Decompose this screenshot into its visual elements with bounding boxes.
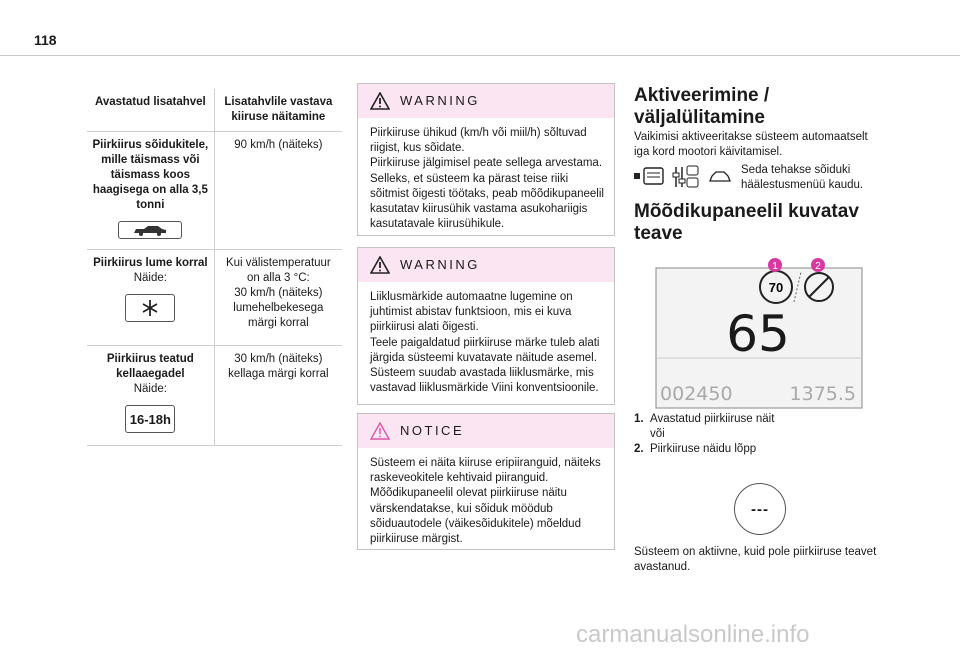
speed-limit-value: 70 <box>768 280 784 295</box>
row-example: Näide: <box>133 383 167 395</box>
warning-icon <box>370 92 390 110</box>
warning-title: WARNING <box>400 257 480 273</box>
table-header-display: Lisatahvlile vastava kiiruse näitamine <box>214 89 342 132</box>
callout-2: 2 <box>815 261 821 272</box>
supplementary-panel-table <box>87 89 342 446</box>
activation-text: Vaikimisi aktiveeritakse süsteem automaatselt iga kord mootori käivitamisel. <box>634 131 868 158</box>
warning-text: Piirkiiruse ühikud (km/h või miil/h) sõltuvad riigist, kus sõidate. Piirkiiruse jälgimisel peate sellega arvestama. Selleks, et süsteem ka pärast teise riiki sõitmist õigesti töötaks, peab mõõdikupaneelil kasutatav kiirusühik vastama asukohariigis kasutatavale kiirusühikule. <box>370 127 604 231</box>
car-outline-icon <box>708 169 732 185</box>
table-row <box>87 250 342 346</box>
no-limit-icon: --- <box>734 483 786 535</box>
row-label: Piirkiirus lume korral <box>93 257 208 269</box>
row-value: Kui välistemperatuur on alla 3 °C: 30 km/h (näiteks) lumehelbekesega märgi korral <box>214 250 342 346</box>
notice-title: NOTICE <box>400 423 465 439</box>
odometer: 002450 <box>660 383 733 405</box>
no-info-text: Süsteem on aktiivne, kuid pole piirkiiruse teavet avastanud. <box>634 546 877 573</box>
page-number: 118 <box>34 32 57 48</box>
notice-text: Süsteem ei näita kiiruse eripiiranguid, näiteks raskeveokitele kehtivaid piiranguid. Mõõdikupaneelil olevat piirkiiruse näitu värskendatakse, kui sõiduk möödub sõiduautodele (väikesõidukitele) mõeldud piirkiiruse märgist. <box>370 457 601 546</box>
row-value: 90 km/h (näiteks) <box>214 132 342 250</box>
list-text: Piirkiiruse näidu lõpp <box>650 443 757 455</box>
table-row <box>87 346 342 446</box>
warning-box <box>357 83 615 236</box>
instrument-display <box>654 254 864 410</box>
row-example: Näide: <box>133 272 167 284</box>
list-text: Avastatud piirkiiruse näit või <box>650 413 775 440</box>
display-legend-list <box>634 412 800 457</box>
notice-box <box>357 413 615 550</box>
car-icon <box>118 221 182 239</box>
header-divider <box>0 55 960 56</box>
settings-icons <box>634 165 732 189</box>
list-item <box>634 442 800 457</box>
list-item <box>634 412 800 442</box>
heading-activation: Aktiveerimine / väljalülitamine <box>634 85 770 128</box>
warning-text: Liiklusmärkide automaatne lugemine on juhtimist abistav funktsioon, mis ei kuva piirkiirusi alati õigesti. Teele paigaldatud piirkiiruse märke tuleb alati järgida süsteemi kuvatavate näitude asemel. Süsteem suudab avastada liiklusmärke, mis vastavad liiklusmärkide Viini konventsioonile. <box>370 291 600 395</box>
row-label: Piirkiirus teatud kellaaegadel <box>106 353 194 380</box>
snowflake-icon <box>125 294 175 322</box>
notice-icon <box>370 422 390 440</box>
trip-meter: 1375.5 <box>789 383 856 405</box>
heading-display-info: Mõõdikupaneelil kuvatav teave <box>634 201 859 244</box>
warning-box <box>357 247 615 405</box>
settings-menu-text: Seda tehakse sõiduki häälestusmenüü kaudu. <box>741 164 864 191</box>
settings-sliders-icon <box>672 165 700 189</box>
time-panel-icon: 16-18h <box>125 405 175 433</box>
list-number: 2. <box>634 443 644 455</box>
warning-icon <box>370 256 390 274</box>
row-label: Piirkiirus sõidukitele, mille täismass või täismass koos haagisega on alla 3,5 tonni <box>92 139 209 211</box>
watermark: carmanualsonline.info <box>576 621 810 648</box>
callout-1: 1 <box>772 261 778 272</box>
screen-icon <box>634 167 664 187</box>
current-speed: 65 <box>726 305 790 363</box>
warning-title: WARNING <box>400 93 480 109</box>
row-value: 30 km/h (näiteks) kellaga märgi korral <box>214 346 342 446</box>
table-header-detected: Avastatud lisatahvel <box>87 89 214 132</box>
table-row <box>87 132 342 250</box>
list-number: 1. <box>634 413 644 425</box>
